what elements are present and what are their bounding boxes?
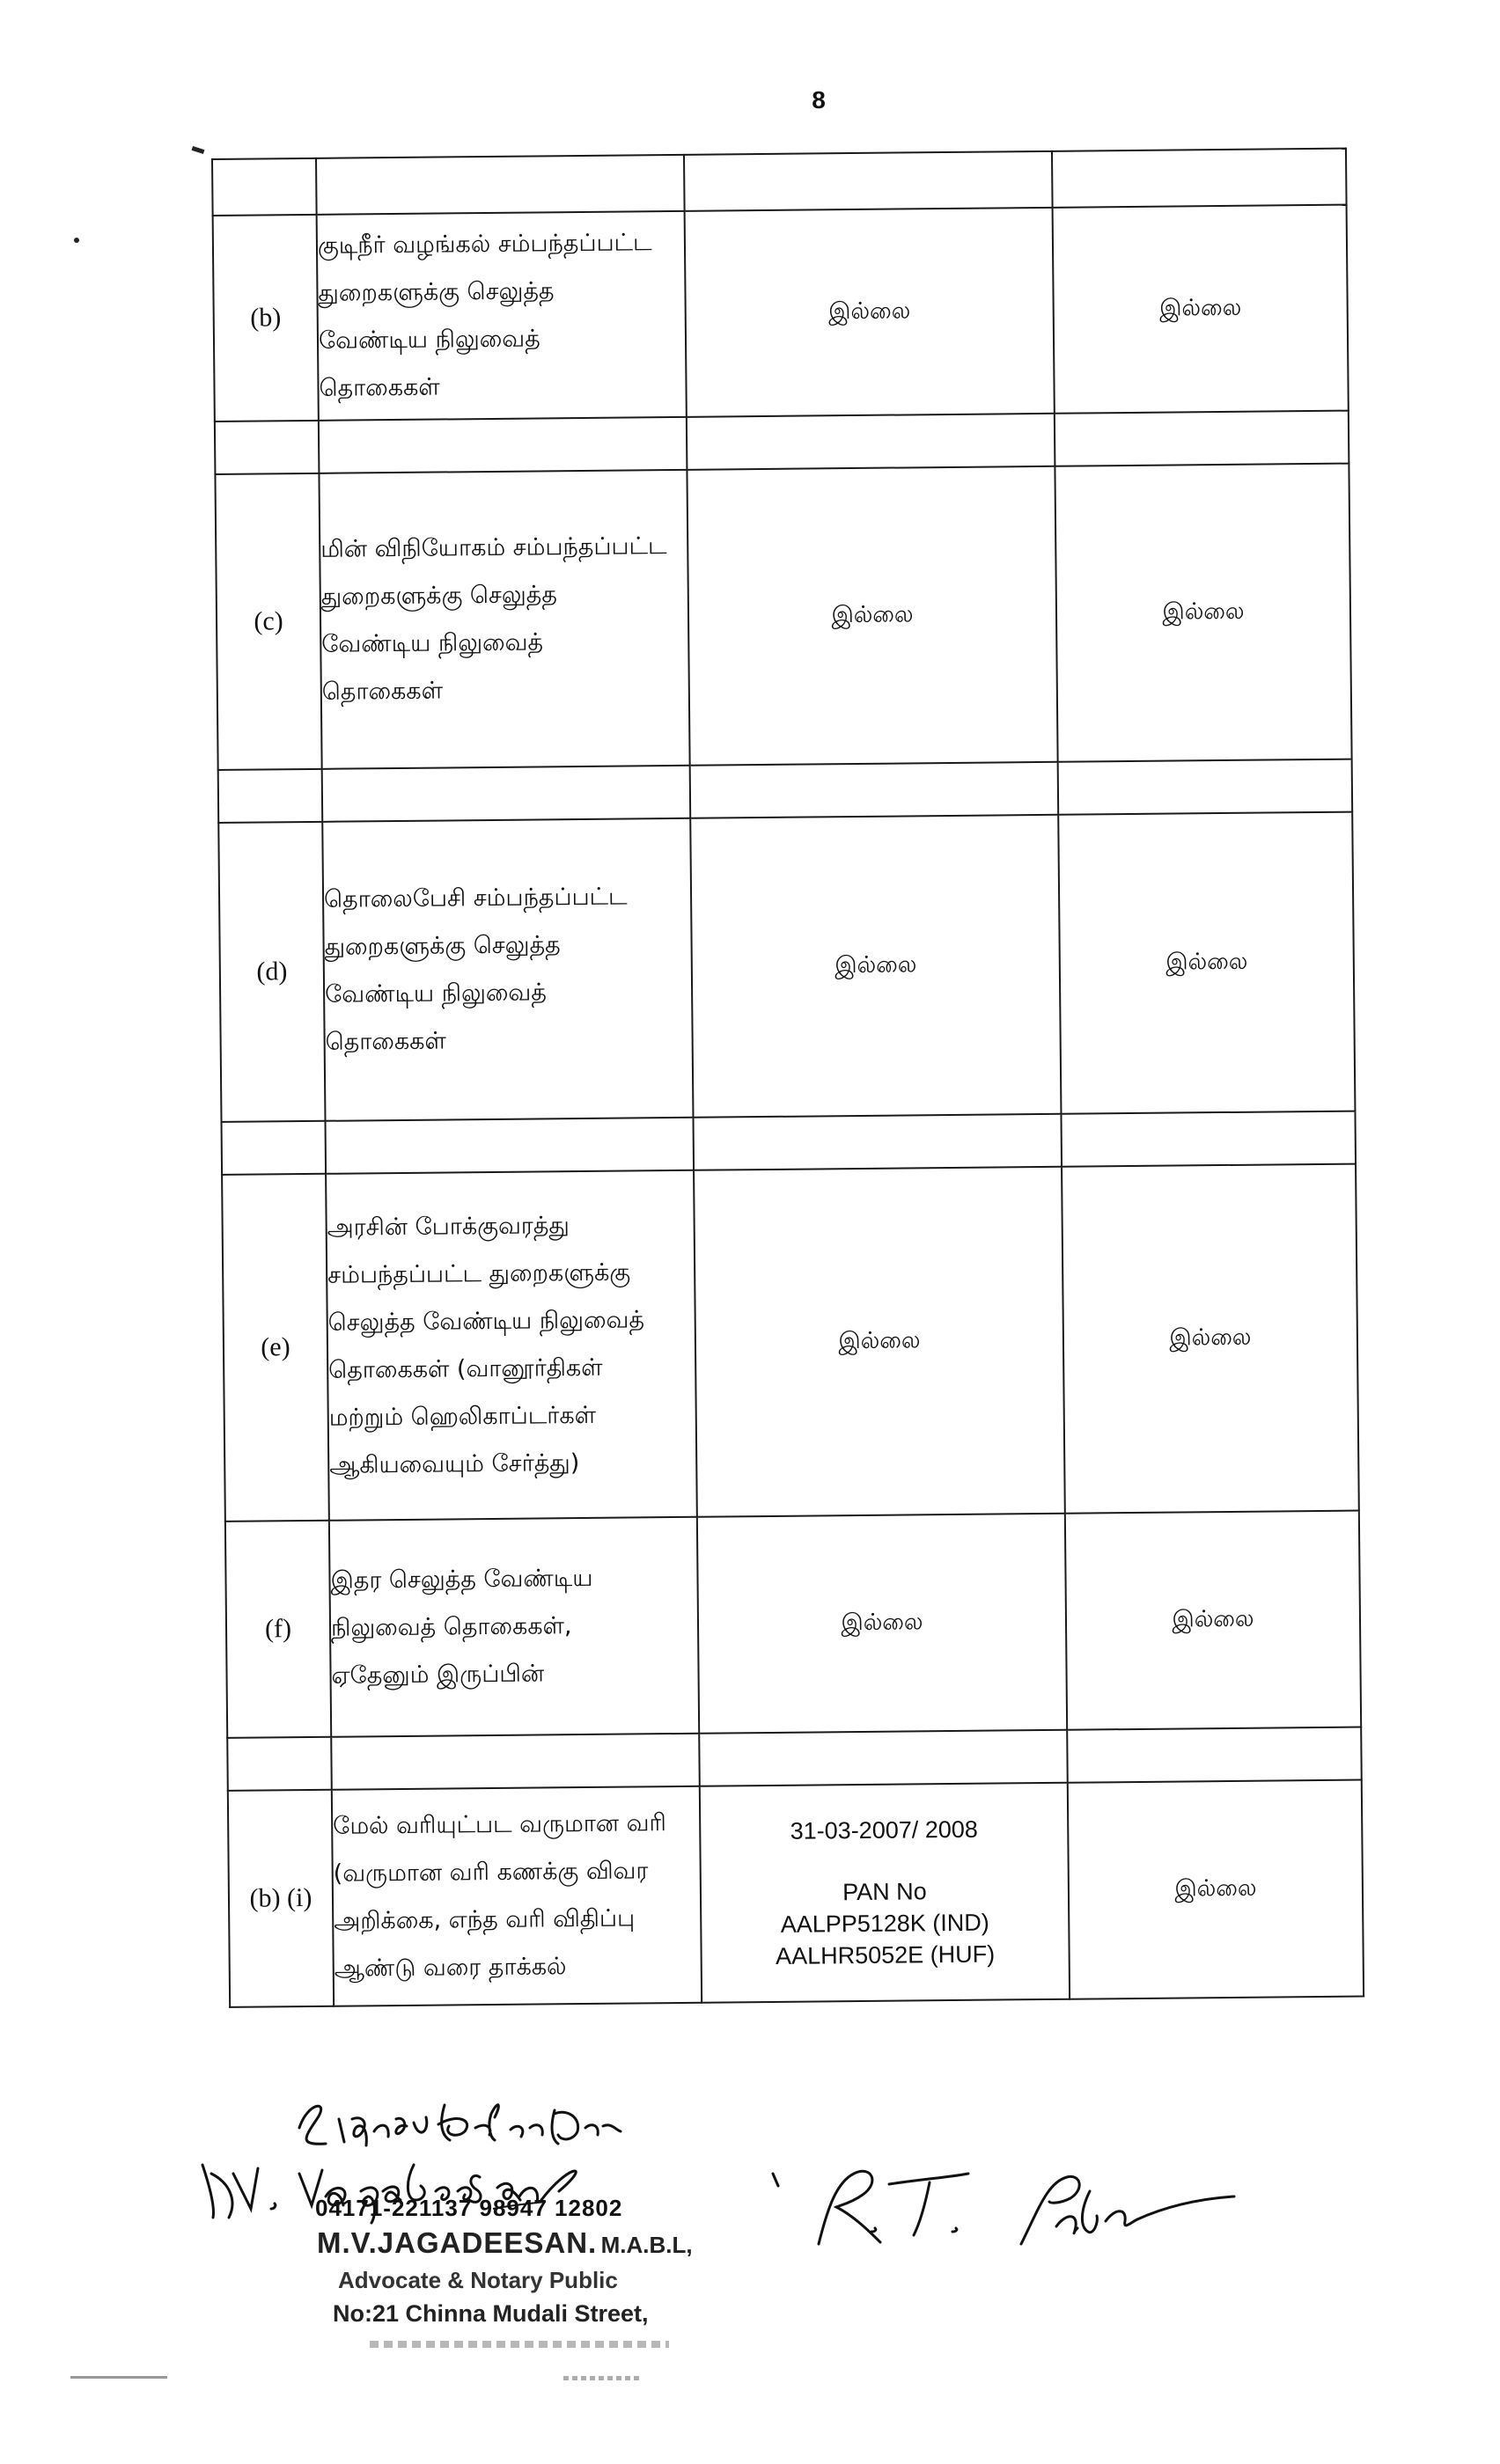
row-label: (f) [225,1521,331,1738]
filing-date: 31-03-2007/ 2008 [790,1815,979,1844]
row-description: குடிநீர் வழங்கல் சம்பந்தப்பட்ட துறைகளுக்கு செலுத்த வேண்டிய நிலுவைத் தொகைகள் [317,211,687,421]
arrears-table [211,148,1364,2008]
row-description: இதர செலுத்த வேண்டிய நிலுவைத் தொகைகள், ஏதேனும் இருப்பின் [329,1517,699,1737]
pan-label: PAN No [842,1878,927,1906]
row-value: இல்லை [1065,1511,1361,1730]
deponent-signature [757,2147,1250,2253]
row-label: (d) [218,822,325,1122]
pan-huf: AALHR5052E (HUF) [775,1940,996,1969]
scan-speck [74,238,79,243]
stamp-smudge [563,2376,643,2380]
table-row [218,812,1355,1122]
row-label: (b) [213,215,319,422]
notary-title: Advocate & Notary Public [338,2267,618,2293]
row-description: அரசின் போக்குவரத்து சம்பந்தப்பட்ட துறைகளுக்கு செலுத்த வேண்டிய நிலுவைத் தொகைகள் (வானூர்திகள் மற்றும் ஹெலிகாப்டர்கள் ஆகியவையும் சேர்த்து) [326,1170,697,1521]
row-value: இல்லை [1053,205,1349,414]
row-description: மேல் வரியுட்பட வருமான வரி (வருமான வரி கணக்கு விவர அறிக்கை, எந்த வரி விதிப்பு ஆண்டு வரை தாக்கல் [332,1786,702,2006]
row-value: இல்லை [1055,464,1351,762]
table-row [228,1780,1364,2007]
row-label: (e) [222,1174,329,1522]
row-value: இல்லை [1062,1164,1359,1514]
table-row [213,205,1349,422]
income-tax-details [700,1783,1070,2003]
table-row [215,464,1351,770]
notary-phone: 04171-221137 98947 12802 [315,2195,623,2221]
row-value: இல்லை [694,1167,1065,1517]
notary-address: No:21 Chinna Mudali Street, [333,2300,649,2327]
page-number: 8 [812,86,826,114]
row-label: (c) [215,473,321,770]
row-label: (b) (i) [228,1790,334,2007]
scan-speck [192,146,205,154]
scan-edge-line [70,2376,167,2379]
table-row [222,1164,1359,1522]
row-description: மின் விநியோகம் சம்பந்தப்பட்ட துறைகளுக்கு செலுத்த வேண்டிய நிலுவைத் தொகைகள் [319,470,689,769]
row-value: இல்லை [687,466,1057,766]
table-row [225,1511,1361,1738]
pan-individual: AALPP5128K (IND) [780,1909,989,1938]
row-value: இல்லை [1068,1780,1364,1999]
row-value: இல்லை [697,1514,1067,1734]
row-description: தொலைபேசி சம்பந்தப்பட்ட துறைகளுக்கு செலுத்த வேண்டிய நிலுவைத் தொகைகள் [322,818,693,1121]
stamp-smudge [370,2341,669,2348]
row-value: இல்லை [690,815,1061,1118]
row-value: இல்லை [1058,812,1355,1114]
row-value: இல்லை [685,208,1055,417]
notary-name: M.V.JAGADEESAN. M.A.B.L, [317,2226,693,2259]
